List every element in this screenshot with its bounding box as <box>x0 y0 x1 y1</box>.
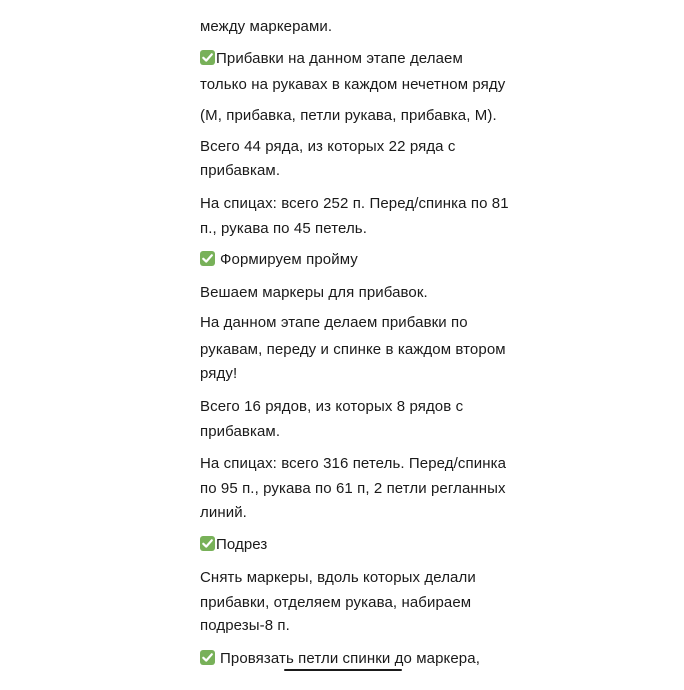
underlined-text: петли спинки до <box>298 650 412 667</box>
check-mark-button-icon <box>200 650 215 665</box>
text-line: Всего 16 рядов, из которых 8 рядов с <box>200 398 464 415</box>
text-line: На спицах: всего 316 петель. Перед/спинка <box>200 455 507 472</box>
text-line: подрезы-8 п. <box>200 617 290 634</box>
text-line: На спицах: всего 252 п. Перед/спинка по 81 <box>200 195 509 212</box>
text-line: линий. <box>200 504 247 521</box>
text-line: прибавкам. <box>200 162 281 179</box>
text-line: между маркерами. <box>200 18 333 35</box>
text-line: рукавам, переду и спинке в каждом втором <box>200 341 506 358</box>
text-line: п., рукава по 45 петель. <box>200 220 367 237</box>
text-span: маркера, <box>416 650 480 667</box>
text-line <box>200 536 267 554</box>
text-line: прибавкам. <box>200 423 281 440</box>
text-span: Подрез <box>216 536 268 553</box>
text-line: Снять маркеры, вдоль которых делали <box>200 569 476 586</box>
text-line: прибавки, отделяем рукава, набираем <box>200 594 472 611</box>
text-line: Вешаем маркеры для прибавок. <box>200 284 428 301</box>
text-line: Всего 44 ряда, из которых 22 ряда с <box>200 138 456 155</box>
text-line: На данном этапе делаем прибавки по <box>200 314 468 331</box>
text-span: Формируем пройму <box>220 251 358 268</box>
text-line: (М, прибавка, петли рукава, прибавка, М). <box>200 107 497 124</box>
text-line <box>200 650 480 668</box>
text-line: только на рукавах в каждом нечетном ряду <box>200 76 506 93</box>
handwritten-underline <box>284 669 402 671</box>
text-line: по 95 п., рукава по 61 п, 2 петли регланных <box>200 480 506 497</box>
check-mark-button-icon <box>200 536 215 551</box>
text-span: Провязать <box>220 650 294 667</box>
text-line <box>200 50 463 68</box>
text-span: Прибавки на данном этапе делаем <box>216 50 463 67</box>
check-mark-button-icon <box>200 50 215 65</box>
text-line: ряду! <box>200 365 238 382</box>
check-mark-button-icon <box>200 251 215 266</box>
text-line <box>200 251 358 269</box>
